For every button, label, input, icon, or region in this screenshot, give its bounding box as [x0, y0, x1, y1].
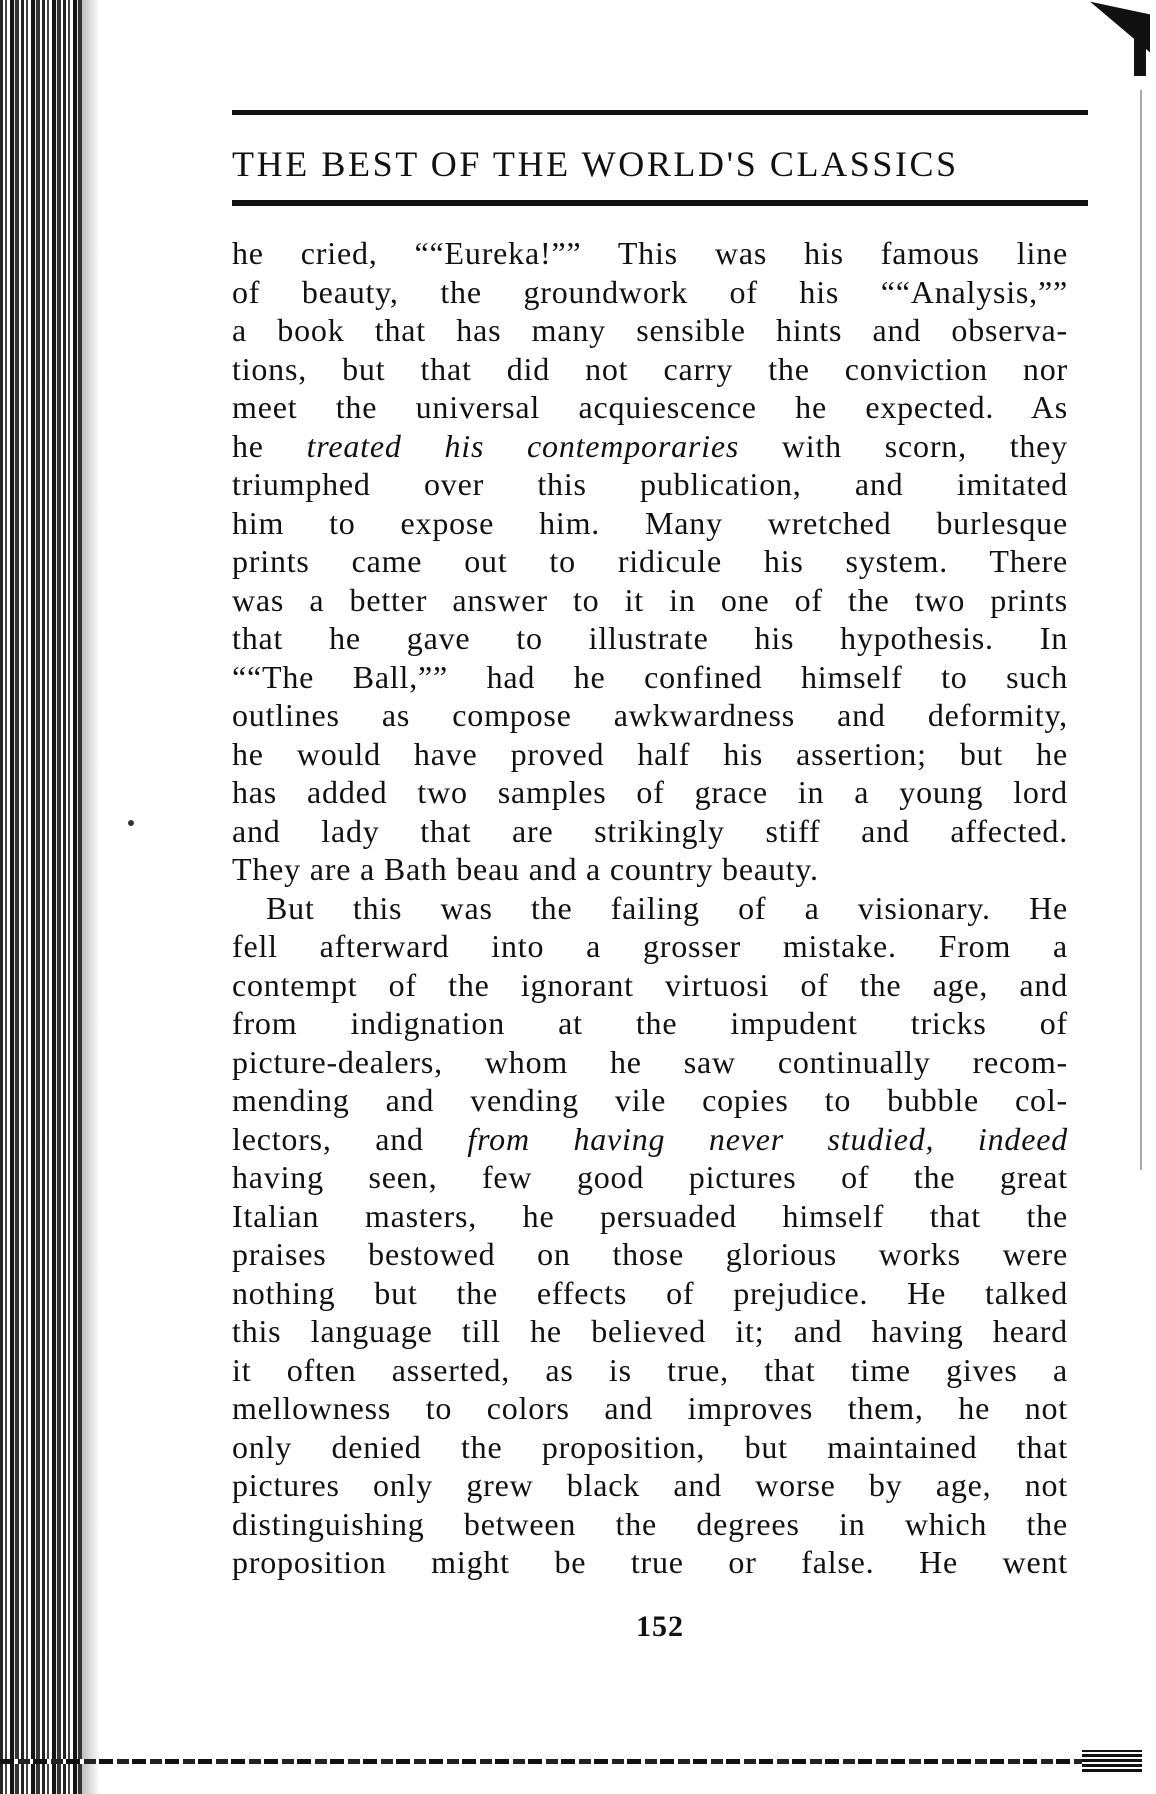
text-line: ““The Ball,”” had he confined himself to such — [232, 658, 1068, 695]
text-line: it often asserted, as is true, that time gives a — [232, 1351, 1068, 1388]
text-line: contempt of the ignorant virtuosi of the age, and — [232, 966, 1068, 1003]
gutter-shadow — [82, 0, 100, 1794]
body-text — [232, 234, 1068, 1582]
right-edge-line — [1140, 90, 1142, 1170]
text-line: this language till he believed it; and having heard — [232, 1313, 1068, 1349]
text-line: only denied the proposition, but maintained that — [232, 1428, 1068, 1465]
text-line: prints came out to ridicule his system. There — [232, 543, 1068, 579]
text-line: he would have proved half his assertion; but he — [232, 735, 1068, 772]
text-line: nothing but the effects of prejudice. He talked — [232, 1274, 1068, 1311]
text-line: Italian masters, he persuaded himself that the — [232, 1197, 1068, 1234]
text-line: a book that has many sensible hints and observa- — [232, 312, 1068, 348]
text-line: mending and vending vile copies to bubble col- — [232, 1082, 1068, 1118]
text-line: praises bestowed on those glorious works were — [232, 1236, 1068, 1272]
text-line: picture-dealers, whom he saw continually recom- — [232, 1043, 1068, 1080]
text-line: he treated his contemporaries with scorn, they — [232, 427, 1068, 464]
running-head: THE BEST OF THE WORLD'S CLASSICS — [232, 144, 959, 184]
text-line: having seen, few good pictures of the great — [232, 1159, 1068, 1195]
page-corner-stub — [1134, 14, 1146, 76]
text-line: meet the universal acquiescence he expected. As — [232, 389, 1068, 425]
text-line: lectors, and from having never studied, indeed — [232, 1120, 1068, 1157]
text-line: They are a Bath beau and a country beauty. — [232, 851, 819, 887]
italic-phrase: from having never studied, indeed — [467, 1120, 1068, 1157]
italic-phrase: treated his contemporaries — [306, 427, 740, 464]
header-bottom-rule — [232, 200, 1088, 206]
text-line: from indignation at the impudent tricks of — [232, 1005, 1068, 1041]
text-line: was a better answer to it in one of the two prints — [232, 581, 1068, 618]
binding-gutter — [0, 0, 82, 1794]
text-line: proposition might be true or false. He went — [232, 1544, 1068, 1580]
text-line: pictures only grew black and worse by age, not — [232, 1467, 1068, 1503]
text-line: he cried, ““Eureka!”” This was his famous line — [232, 235, 1068, 271]
text-line: of beauty, the groundwork of his ““Analysis,”” — [232, 273, 1068, 310]
text-line: But this was the failing of a visionary. He — [266, 889, 1068, 926]
page-number: 152 — [636, 1610, 684, 1643]
text-line: fell afterward into a grosser mistake. From a — [232, 928, 1068, 964]
text-line: that he gave to illustrate his hypothesis. In — [232, 620, 1068, 656]
text-line: has added two samples of grace in a young lord — [232, 774, 1068, 810]
text-line: him to expose him. Many wretched burlesque — [232, 504, 1068, 541]
bottom-edge-line — [0, 1759, 1140, 1764]
text-line: tions, but that did not carry the conviction nor — [232, 350, 1068, 387]
text-line: triumphed over this publication, and imitated — [232, 466, 1068, 502]
text-line: distinguishing between the degrees in which the — [232, 1505, 1068, 1542]
text-line: mellowness to colors and improves them, he not — [232, 1390, 1068, 1426]
text-line: outlines as compose awkwardness and deformity, — [232, 697, 1068, 733]
header-top-rule — [232, 110, 1088, 115]
bottom-corner-mark — [1082, 1750, 1142, 1772]
text-line: and lady that are strikingly stiff and affected. — [232, 812, 1068, 849]
margin-dot — [128, 820, 134, 826]
